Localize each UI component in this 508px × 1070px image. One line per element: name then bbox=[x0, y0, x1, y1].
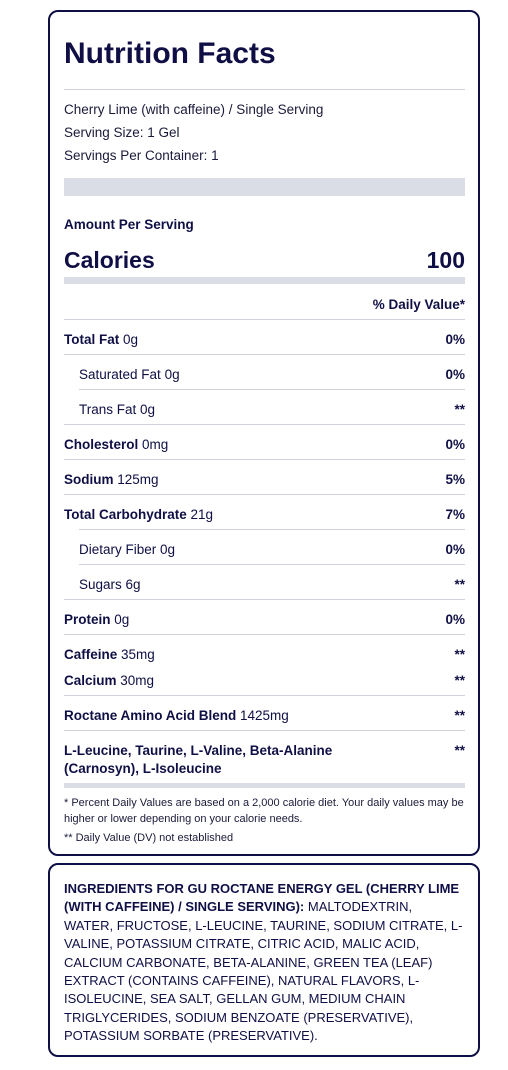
nutrient-dv: 0% bbox=[445, 332, 465, 347]
nutrient-dv: 7% bbox=[445, 507, 465, 522]
nutrient-dv: 0% bbox=[445, 367, 465, 382]
divider bbox=[64, 459, 465, 460]
divider bbox=[79, 389, 465, 390]
nutrient-name: Total Carbohydrate bbox=[64, 507, 187, 522]
nutrient-amount: 125mg bbox=[113, 472, 159, 487]
nutrient-amount: 30mg bbox=[116, 673, 155, 688]
nutrient-name: Sugars bbox=[79, 577, 122, 592]
divider bbox=[64, 354, 465, 355]
nutrient-dv: ** bbox=[454, 577, 465, 592]
nutrient-dv: 5% bbox=[445, 472, 465, 487]
ingredients-heading: INGREDIENTS FOR GU ROCTANE ENERGY GEL (CHERRY LIME (WITH CAFFEINE) / SINGLE SERVING): bbox=[64, 881, 460, 915]
nutrient-name: Total Fat bbox=[64, 332, 120, 347]
divider bbox=[64, 319, 465, 320]
nutrient-name: Protein bbox=[64, 612, 111, 627]
nutrient-amount: 0g bbox=[160, 367, 180, 382]
nutrient-amount: 0g bbox=[156, 542, 176, 557]
amount-per-serving: Amount Per Serving bbox=[64, 217, 194, 232]
nutrient-name: Cholesterol bbox=[64, 437, 139, 452]
servings-per-container: Servings Per Container: 1 bbox=[64, 148, 219, 163]
nutrient-dv: ** bbox=[454, 673, 465, 688]
divider bbox=[64, 695, 465, 696]
ingredients-panel bbox=[48, 863, 480, 1057]
ingredients-list: MALTODEXTRIN, WATER, FRUCTOSE, L-LEUCINE, TAURINE, SODIUM CITRATE, L-VALINE, POTASSIUM CITRATE, CITRIC ACID, MALIC ACID, CALCIUM CARBONATE, BETA-ALANINE, GREEN TEA (LEAF) EXTRACT (CONTAINS CAFFEINE), NATURAL FLAVORS, L-ISOLEUCINE, SEA SALT, GELLAN GUM, MEDIUM CHAIN TRIGLYCERIDES, SODIUM BENZOATE (PRESERVATIVE), POTASSIUM SORBATE (PRESERVATIVE). bbox=[64, 899, 463, 1044]
nutrient-name: Calcium bbox=[64, 673, 117, 688]
divider bbox=[64, 494, 465, 495]
nutrient-dv: ** bbox=[454, 647, 465, 662]
divider bbox=[79, 564, 465, 565]
thick-divider bbox=[64, 178, 465, 196]
divider bbox=[64, 424, 465, 425]
divider bbox=[64, 634, 465, 635]
nutrient-amount: 0g bbox=[110, 612, 130, 627]
nutrient-amount: 35mg bbox=[117, 647, 155, 662]
divider bbox=[64, 89, 465, 90]
daily-value-header: % Daily Value* bbox=[372, 297, 465, 312]
nutrient-amount: 21g bbox=[186, 507, 214, 522]
nutrient-dv: 0% bbox=[445, 437, 465, 452]
nutrient-amount: 1425mg bbox=[236, 708, 289, 723]
divider bbox=[79, 529, 465, 530]
nutrient-name: Roctane Amino Acid Blend bbox=[64, 708, 237, 723]
nutrient-name: Caffeine bbox=[64, 647, 118, 662]
calories-value: 100 bbox=[426, 247, 465, 273]
divider bbox=[64, 599, 465, 600]
nutrition-facts-panel bbox=[48, 10, 480, 856]
nutrient-dv: ** bbox=[454, 708, 465, 723]
nutrient-name: Dietary Fiber bbox=[79, 542, 157, 557]
nutrient-name: Saturated Fat bbox=[79, 367, 161, 382]
nutrient-amount: 6g bbox=[121, 577, 141, 592]
ingredients-text bbox=[64, 880, 463, 1046]
bottom-thick-divider bbox=[64, 783, 465, 788]
nutrient-dv: 0% bbox=[445, 612, 465, 627]
nutrient-name: Sodium bbox=[64, 472, 114, 487]
calories-divider bbox=[64, 277, 465, 284]
product-name: Cherry Lime (with caffeine) / Single Serving bbox=[64, 102, 324, 117]
nutrient-name: L-Leucine, Taurine, L-Valine, Beta-Alanine (Carnosyn), L-Isoleucine bbox=[64, 743, 333, 776]
nutrient-amount: 0mg bbox=[138, 437, 169, 452]
nutrient-dv: ** bbox=[454, 743, 465, 758]
nutrient-dv: 0% bbox=[445, 542, 465, 557]
nutrient-row-amino-acids bbox=[64, 742, 465, 780]
serving-size: Serving Size: 1 Gel bbox=[64, 125, 180, 140]
calories-row bbox=[64, 246, 465, 274]
calories-label: Calories bbox=[64, 247, 155, 273]
footnote-daily-values: * Percent Daily Values are based on a 2,000 calorie diet. Your daily values may be higher or lower depending on your calorie needs. bbox=[64, 797, 464, 825]
nutrient-amount: 0g bbox=[119, 332, 139, 347]
nutrient-dv: ** bbox=[454, 402, 465, 417]
nutrient-name: Trans Fat bbox=[79, 402, 137, 417]
nutrition-facts-title: Nutrition Facts bbox=[64, 37, 276, 70]
nutrient-amount: 0g bbox=[136, 402, 156, 417]
footnote-dv-not-established: ** Daily Value (DV) not established bbox=[64, 832, 234, 844]
divider bbox=[64, 730, 465, 731]
